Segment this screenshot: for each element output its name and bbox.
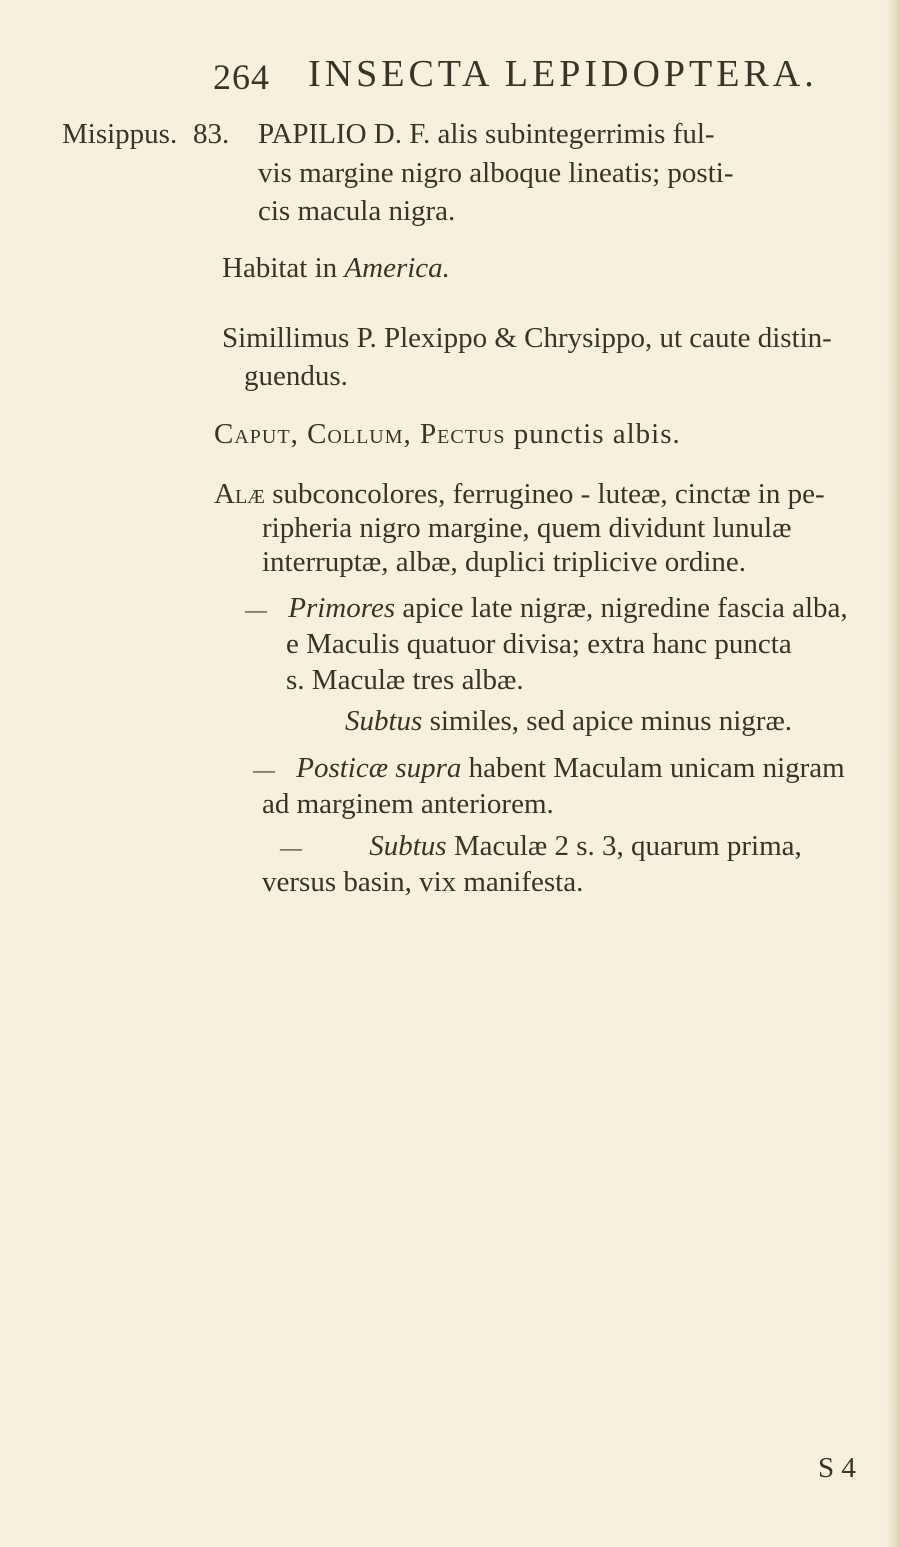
- habitat-place: America.: [344, 252, 450, 284]
- entry-line-1: PAPILIO D. F. alis subintegerrimis ful-: [258, 118, 715, 150]
- alae-line-1: [214, 478, 825, 511]
- posticae-text-1: habent Maculam unicam nigram: [468, 752, 845, 784]
- posticae-line-1: [253, 752, 845, 785]
- posticae-label: Posticæ supra: [296, 752, 462, 784]
- posticae-dash: —: [253, 757, 275, 782]
- primores-dash: —: [245, 597, 267, 622]
- page-edge: [886, 0, 900, 1547]
- page-number: 264: [213, 57, 270, 97]
- similarity-line-1: Simillimus P. Plexippo & Chrysippo, ut caute distin-: [222, 322, 832, 354]
- subtus-2-dash: —: [280, 835, 302, 860]
- subtus-2-line-1: [280, 830, 802, 863]
- subtus-1-label: Subtus: [345, 705, 423, 737]
- margin-species-name: Misippus.: [62, 118, 178, 150]
- entry-line-2: vis margine nigro alboque lineatis; posti-: [258, 157, 734, 189]
- primores-line-3: s. Maculæ tres albæ.: [286, 664, 524, 696]
- catchword: S 4: [818, 1452, 856, 1484]
- alae-lead: Alæ: [214, 478, 265, 510]
- subtus-2-line-2: versus basin, vix manifesta.: [262, 866, 584, 898]
- caput-description: punctis albis.: [513, 418, 681, 450]
- running-title: INSECTA LEPIDOPTERA.: [308, 53, 818, 95]
- primores-line-2: e Maculis quatuor divisa; extra hanc puncta: [286, 628, 792, 660]
- alae-line-3: interruptæ, albæ, duplici triplicive ordine.: [262, 546, 747, 578]
- caput-heading: Caput, Collum, Pectus: [214, 418, 506, 450]
- posticae-line-2: ad marginem anteriorem.: [262, 788, 554, 820]
- primores-text-1: apice late nigræ, nigredine fascia alba,: [402, 592, 848, 624]
- alae-text-1: subconcolores, ferrugineo - luteæ, cinctæ in pe-: [272, 478, 825, 510]
- primores-line-1: [245, 592, 848, 625]
- primores-label: Primores: [288, 592, 396, 624]
- subtus-2-label: Subtus: [369, 830, 447, 862]
- caput-line: [214, 418, 681, 451]
- entry-line-3: cis macula nigra.: [258, 195, 456, 227]
- subtus-1-text: similes, sed apice minus nigræ.: [429, 705, 793, 737]
- subtus-1-line: [345, 705, 792, 738]
- similarity-line-2: guendus.: [244, 360, 348, 392]
- habitat-line: [222, 252, 450, 285]
- habitat-label: Habitat in: [222, 252, 338, 284]
- subtus-2-text-1: Maculæ 2 s. 3, quarum prima,: [453, 830, 802, 862]
- alae-line-2: ripheria nigro margine, quem dividunt lunulæ: [262, 512, 792, 544]
- entry-number: 83.: [193, 118, 230, 150]
